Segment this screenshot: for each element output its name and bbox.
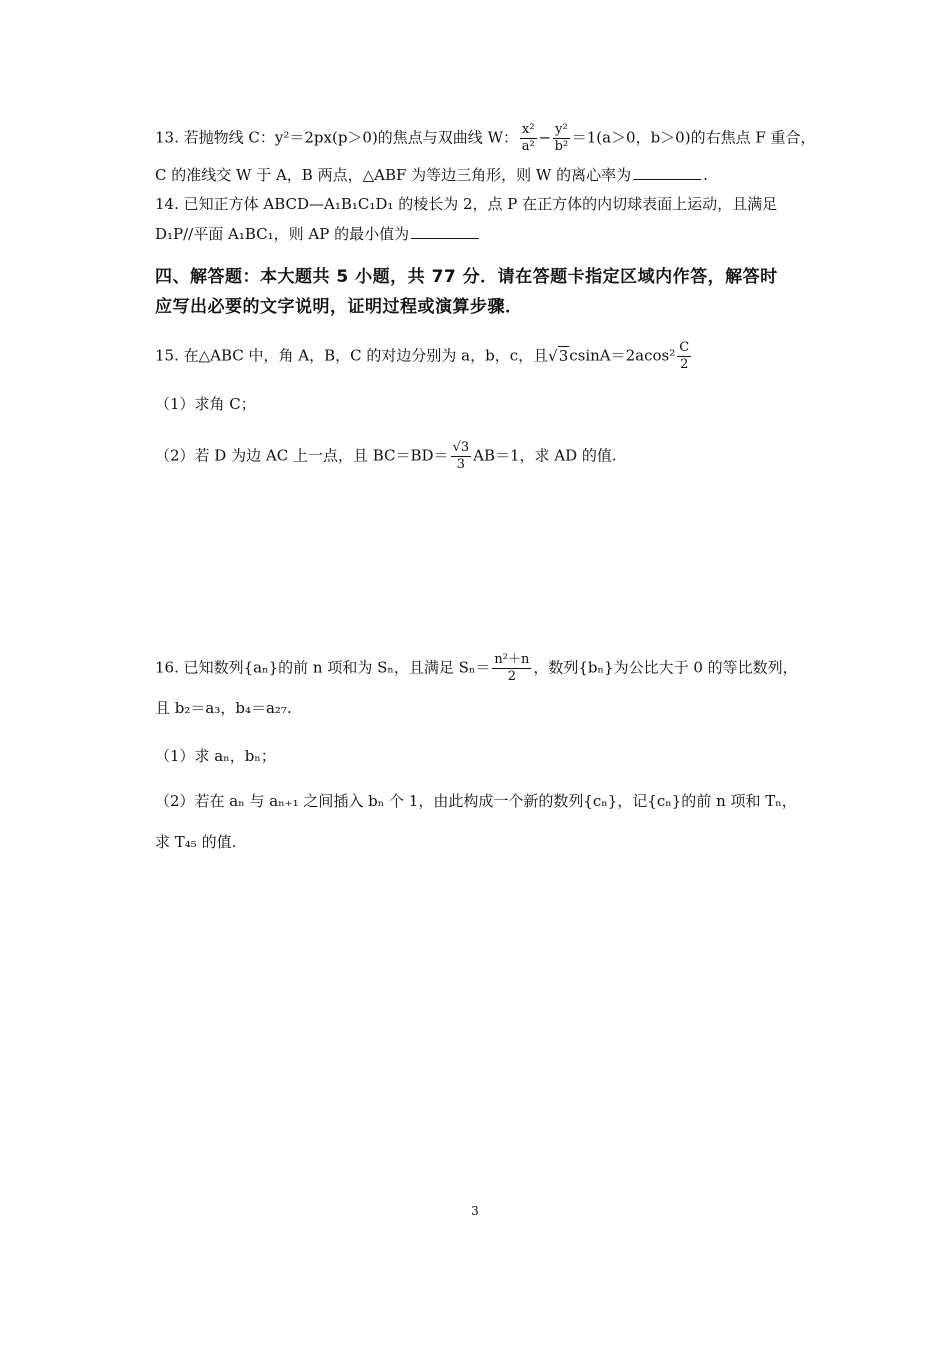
q14-line1: 14. 已知正方体 ABCD—A₁B₁C₁D₁ 的棱长为 2，点 P 在正方体的内切球表面上运动，且满足	[155, 195, 778, 213]
q15-part2-a: （2）若 D 为边 AC 上一点，且 BC＝BD＝	[155, 446, 449, 465]
q13-frac2-den: b²	[554, 139, 569, 154]
page-number: 3	[471, 1204, 479, 1218]
q16-stem-b: ，数列{bₙ}为公比大于 0 的等比数列，	[533, 658, 798, 677]
q16-part1: （1）求 aₙ，bₙ；	[155, 747, 276, 765]
q13-line2	[155, 165, 708, 185]
q14-line2-text: D₁P//平面 A₁BC₁，则 AP 的最小值为	[155, 225, 410, 243]
q15-part2-frac-num: √3	[452, 440, 470, 455]
q14-answer-blank	[411, 224, 479, 239]
q15-part2	[155, 440, 617, 473]
q13-frac1-num: x²	[522, 122, 535, 137]
q15-fraction	[677, 340, 691, 373]
q15-sqrt	[548, 346, 569, 366]
section-heading-line1: 四、解答题：本大题共 5 小题，共 77 分．请在答题卡指定区域内作答，解答时	[155, 267, 778, 287]
q15-frac-num: C	[679, 340, 690, 355]
q16-part2-line2: 求 T₄₅ 的值.	[155, 833, 237, 851]
q13-minus: −	[538, 128, 552, 147]
q16-frac-den: 2	[507, 669, 517, 684]
q13-text-b: ＝1(a＞0，b＞0)的右焦点 F 重合，	[571, 128, 816, 147]
q13-line2-end: .	[703, 166, 708, 184]
q13-text-a: 13. 若抛物线 C：y²＝2px(p＞0)的焦点与双曲线 W：	[155, 128, 518, 147]
q16-stem-a: 16. 已知数列{aₙ}的前 n 项和为 Sₙ，且满足 Sₙ＝	[155, 658, 491, 677]
q15-stem-b: csinA＝2acos²	[569, 346, 676, 365]
q15-part2-b: AB＝1，求 AD 的值.	[473, 446, 617, 465]
q15-frac-den: 2	[680, 357, 689, 372]
q15-sqrt-symbol: √	[548, 346, 558, 365]
q13-line1	[155, 122, 816, 155]
q15-sqrt-radicand: 3	[558, 346, 569, 365]
q16-part2: （2）若在 aₙ 与 aₙ₊₁ 之间插入 bₙ 个 1，由此构成一个新的数列{cₙ}，记{cₙ}的前 n 项和 Tₙ，	[155, 792, 797, 810]
q15-part2-fraction	[451, 440, 472, 473]
section-heading-line2: 应写出必要的文字说明，证明过程或演算步骤．	[155, 297, 523, 317]
q13-fraction-y	[553, 122, 570, 155]
q16-stem	[155, 652, 798, 685]
q15-stem	[155, 340, 693, 373]
q15-part1: （1）求角 C；	[155, 395, 256, 413]
q14-line2	[155, 224, 481, 244]
q13-frac2-num: y²	[555, 122, 568, 137]
q16-fraction	[492, 652, 531, 685]
q13-answer-blank	[633, 165, 701, 180]
q16-line2: 且 b₂＝a₃，b₄＝a₂₇.	[155, 699, 292, 717]
q13-line2-text: C 的准线交 W 于 A，B 两点，△ABF 为等边三角形，则 W 的离心率为	[155, 166, 632, 184]
q15-stem-a: 15. 在△ABC 中，角 A，B，C 的对边分别为 a，b，c，且	[155, 346, 549, 365]
q15-part2-frac-den: 3	[456, 457, 465, 472]
q13-fraction-x	[520, 122, 537, 155]
q16-frac-num: n²＋n	[494, 652, 530, 667]
q13-frac1-den: a²	[521, 139, 535, 154]
